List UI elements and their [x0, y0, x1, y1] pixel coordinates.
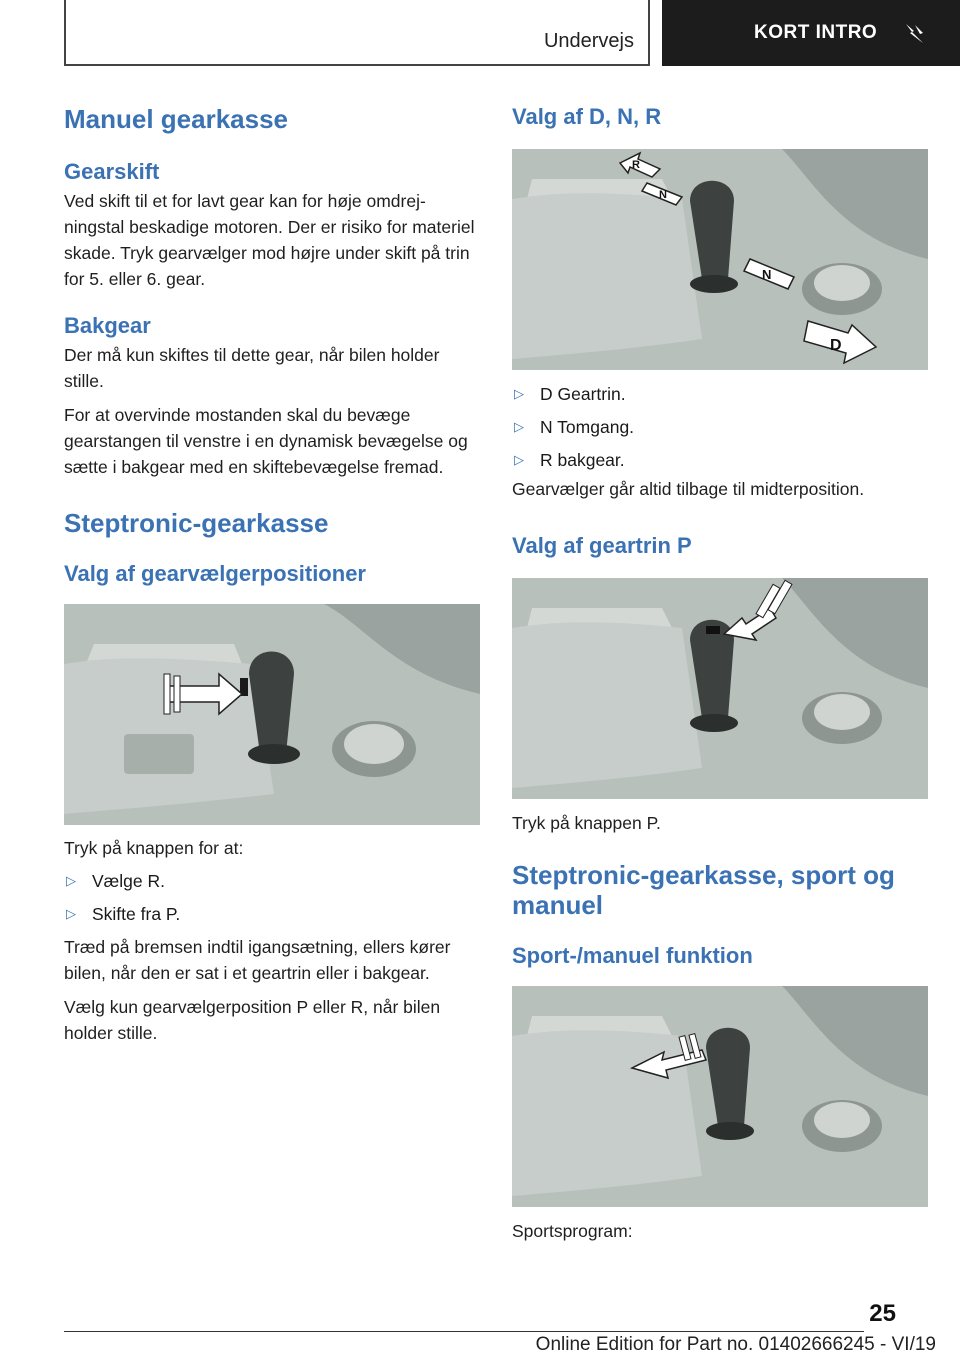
heading-valg-geartrin-p: Valg af geartrin P — [512, 533, 692, 558]
triangle-bullet-icon: ▷ — [514, 452, 524, 467]
figure-gear-selector-p — [512, 578, 928, 799]
heading-manuel-gearkasse: Manuel gearkasse — [64, 104, 289, 134]
text-sportsprogram: Sportsprogram: — [512, 1221, 633, 1241]
text-bakgear-2: For at overvinde mostanden skal du bevæge gearstangen til venstre i en dynamisk bevægelse og sætte i bakgear med en skiftebevægelse fremad. — [64, 405, 468, 477]
list-item: ▷ Vælge R. — [64, 868, 480, 894]
heading-gearskift: Gearskift — [64, 159, 160, 184]
text-gearskift: Ved skift til et for lavt gear kan for høje omdrejningstal beskadige motoren. Der er risiko for materiel skade. Tryk gearvælger mod højre under skift på trin for 5. eller 6. gear. — [64, 191, 475, 289]
text-traed-paa-bremsen: Træd på bremsen indtil igangsætning, ellers kører bilen, når den er sat i et geartrin eller i bakgear. — [64, 937, 451, 983]
footer-edition: Online Edition for Part no. 01402666245 - VI/19 — [535, 1334, 936, 1355]
figure-gear-selector-sport — [512, 986, 928, 1207]
figure-label-n-upper: N — [659, 189, 667, 201]
bolt-icon — [903, 21, 927, 45]
figure-label-n-lower: N — [762, 267, 772, 282]
right-column — [512, 100, 928, 1244]
text-vaelg-kun: Vælg kun gearvælgerposition P eller R, når bilen holder stille. — [64, 997, 441, 1043]
text-tryk-for-at: Tryk på knappen for at: — [64, 838, 244, 858]
list-right-bullets — [512, 381, 928, 473]
left-column — [64, 100, 480, 1046]
text-bakgear-1: Der må kun skiftes til dette gear, når bilen holder stille. — [64, 345, 440, 391]
header-section-box — [64, 0, 650, 66]
text-tryk-p: Tryk på knappen P. — [512, 813, 661, 833]
triangle-bullet-icon: ▷ — [514, 419, 524, 434]
heading-sport-manuel-funktion: Sport-/manuel funktion — [512, 943, 753, 968]
list-item: ▷ Skifte fra P. — [64, 901, 480, 927]
figure-gear-selector-dnr — [512, 149, 928, 370]
list-item: ▷ R bakgear. — [512, 447, 928, 473]
figure-gear-selector-unlock — [64, 604, 480, 825]
list-item: ▷ N Tomgang. — [512, 414, 928, 440]
list-item: ▷ D Geartrin. — [512, 381, 928, 407]
heading-valg-dnr: Valg af D, N, R — [512, 104, 662, 129]
footer-divider — [64, 1331, 864, 1332]
triangle-bullet-icon: ▷ — [66, 873, 76, 888]
page-number: 25 — [869, 1300, 896, 1327]
heading-steptronic: Steptronic-gearkasse — [64, 508, 329, 538]
heading-bakgear: Bakgear — [64, 313, 151, 338]
header-chapter-title: KORT INTRO — [754, 22, 878, 43]
text-midterposition: Gearvælger går altid tilbage til midterposition. — [512, 479, 865, 499]
header-section-title: Undervejs — [543, 30, 634, 52]
heading-steptronic-sport: Steptronic-gearkasse, sport og manuel — [512, 860, 895, 920]
header-chapter-tab[interactable] — [662, 0, 960, 66]
figure-label-r: R — [632, 159, 640, 171]
heading-valg-positioner: Valg af gearvælgerpositioner — [64, 561, 366, 586]
list-left-bullets — [64, 868, 480, 927]
figure-label-d: D — [830, 337, 842, 354]
triangle-bullet-icon: ▷ — [66, 906, 76, 921]
triangle-bullet-icon: ▷ — [514, 386, 524, 401]
